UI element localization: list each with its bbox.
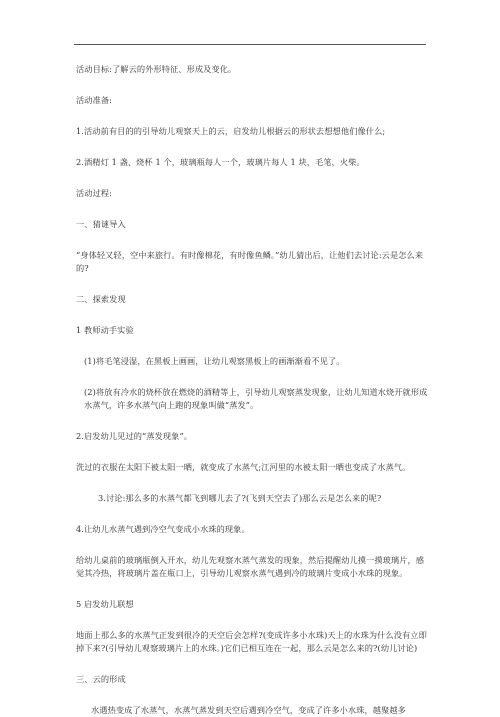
step-1-substep-2: (2)将放有冷水的烧杯放在燃烧的酒精等上，引导幼儿观察蒸发现象，让幼儿知道水烧开就形成水蒸气，许多水蒸气向上跑的现象叫做“蒸发”。 xyxy=(84,387,428,410)
section-1-heading: 一、猜谜导入 xyxy=(76,219,126,229)
step-3-discussion: 3.讨论:那么多的水蒸气都飞到哪儿去了?(飞到天空去了)那么云是怎么来的呢? xyxy=(98,493,382,503)
preparation-item-2: 2.酒精灯 1 盏、烧杯 1 个，玻璃瓶每人一个，玻璃片每人 1 块，毛笔，火柴。 xyxy=(76,157,365,167)
activity-goal: 活动目标:了解云的外形特征、形成及变化。 xyxy=(76,64,237,74)
document-body xyxy=(76,63,432,717)
step-2-paragraph: 洗过的衣服在太阳下被太阳一晒，就变成了水蒸气;江河里的水被太阳一晒也变成了水蒸气。 xyxy=(76,462,411,472)
step-2-heading: 2.启发幼儿见过的“蒸发现象”。 xyxy=(76,431,193,441)
riddle-paragraph: “身体轻又轻，空中来旅行。有时像棉花，有时像鱼鳞。”幼儿猜出后，让他们去讨论:云是怎么来的? xyxy=(76,250,424,273)
step-5-heading: 5 启发幼儿联想 xyxy=(76,599,134,609)
step-4-heading: 4.让幼儿水蒸气遇到冷空气变成小水珠的现象。 xyxy=(76,524,250,534)
header-rule xyxy=(74,44,426,45)
preparation-item-1: 1.活动前有目的的引导幼儿观察天上的云，启发幼儿根据云的形状去想想他们像什么; xyxy=(76,126,386,136)
section-3-heading: 三、云的形成 xyxy=(76,674,126,684)
activity-preparation-heading: 活动准备: xyxy=(76,95,113,105)
section-2-heading: 二、探索发现 xyxy=(76,294,126,304)
section-3-paragraph: 水遇热变成了水蒸气，水蒸气蒸发到天空后遇到冷空气，变成了许多小水珠，越聚越多 xyxy=(91,705,406,715)
step-1-heading: 1 教师动手实验 xyxy=(76,325,134,335)
step-4-paragraph: 给幼儿桌前的玻璃瓶倒入开水，幼儿先观察水蒸气蒸发的现象，然后提醒幼儿摸一摸玻璃片，感觉其冷热，将玻璃片盖在瓶口上，引导幼儿观察水蒸气遇到冷的玻璃片变成小水珠的现象。 xyxy=(76,555,425,578)
step-5-paragraph: 地面上那么多的水蒸气正发到很冷的天空后会怎样?(变成许多小水珠)天上的水珠为什么没有立即掉下来?(引导幼儿观察玻璃片上的水珠。)它们已相互连在一起，那么云是怎么来的?(幼儿讨论) xyxy=(76,630,427,653)
activity-process-heading: 活动过程: xyxy=(76,188,113,198)
step-1-substep-1: (1)将毛笔浸湿，在黑板上画画，让幼儿观察黑板上的画渐渐看不见了。 xyxy=(84,356,345,366)
